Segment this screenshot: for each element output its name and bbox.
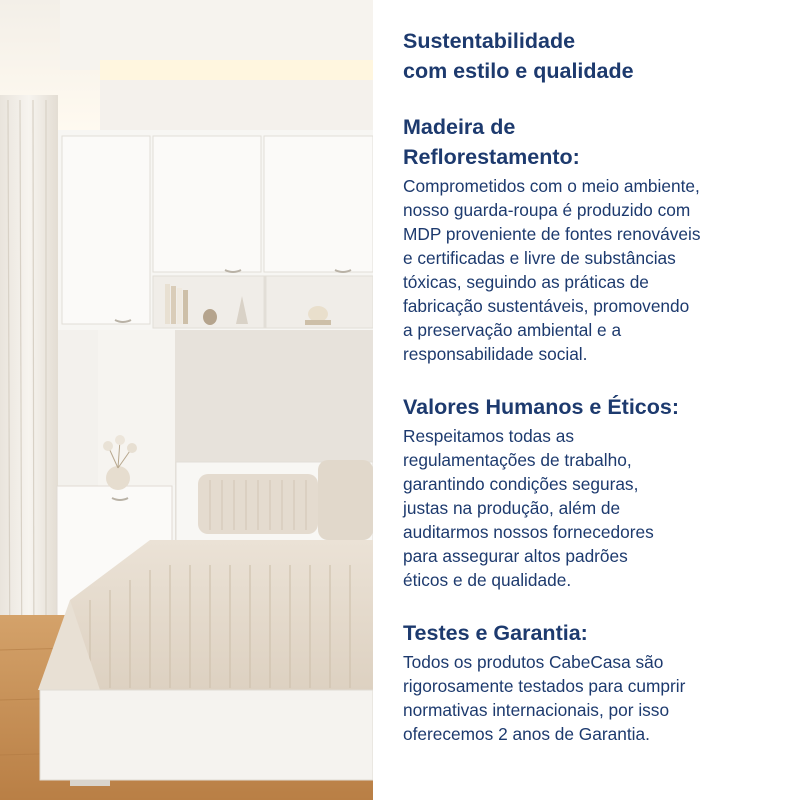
section-body: [403, 174, 793, 366]
section-title: [403, 618, 793, 648]
section-title: [403, 112, 793, 172]
body-line: tóxicas, seguindo as práticas de: [403, 272, 649, 292]
section-body: [403, 424, 793, 592]
body-line: éticos e de qualidade.: [403, 570, 572, 590]
bedroom-photo: [0, 0, 373, 800]
body-line: fabricação sustentáveis, promovendo: [403, 296, 690, 316]
body-line: e certificadas e livre de substâncias: [403, 248, 676, 268]
text-column: [403, 26, 793, 746]
body-line: para assegurar altos padrões: [403, 546, 628, 566]
body-line: a preservação ambiental e a: [403, 320, 622, 340]
body-line: responsabilidade social.: [403, 344, 588, 364]
section-body: [403, 650, 793, 746]
body-line: garantindo condições seguras,: [403, 474, 639, 494]
body-line: Todos os produtos CabeCasa são: [403, 652, 664, 672]
section-title-line: Reflorestamento:: [403, 145, 580, 169]
body-line: auditarmos nossos fornecedores: [403, 522, 654, 542]
headline-line: Sustentabilidade: [403, 29, 576, 53]
body-line: MDP proveniente de fontes renováveis: [403, 224, 701, 244]
headline: [403, 26, 793, 86]
section-human-values: [403, 392, 793, 592]
body-line: oferecemos 2 anos de Garantia.: [403, 724, 650, 744]
body-line: nosso guarda-roupa é produzido com: [403, 200, 691, 220]
section-title-line: Valores Humanos e Éticos:: [403, 395, 680, 419]
body-line: regulamentações de trabalho,: [403, 450, 632, 470]
body-line: rigorosamente testados para cumprir: [403, 676, 686, 696]
body-line: justas na produção, além de: [403, 498, 621, 518]
headline-line: com estilo e qualidade: [403, 59, 634, 83]
section-title: [403, 392, 793, 422]
section-tests-warranty: [403, 618, 793, 746]
body-line: normativas internacionais, por isso: [403, 700, 670, 720]
body-line: Comprometidos com o meio ambiente,: [403, 176, 700, 196]
section-title-line: Testes e Garantia:: [403, 621, 588, 645]
body-line: Respeitamos todas as: [403, 426, 574, 446]
section-reforestation: [403, 112, 793, 366]
section-title-line: Madeira de: [403, 115, 516, 139]
